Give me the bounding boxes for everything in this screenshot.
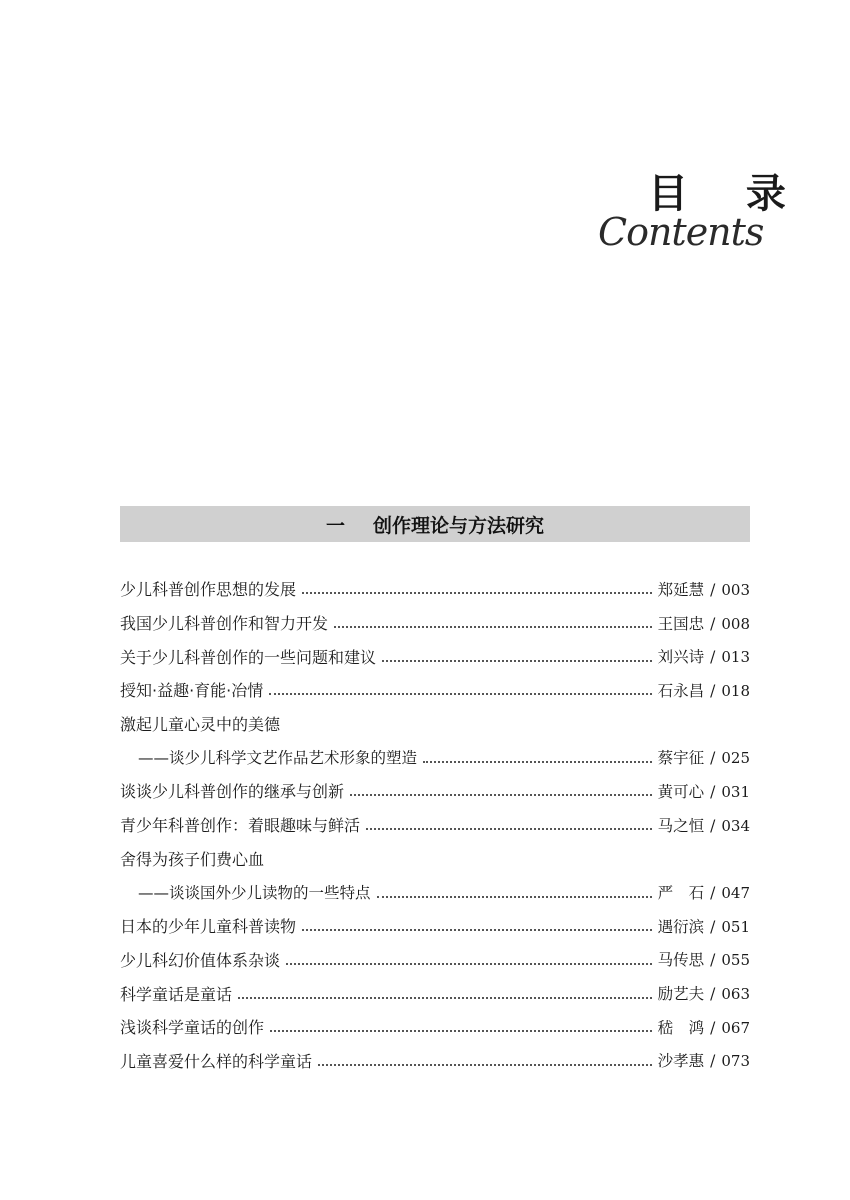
- dot-leader: [334, 625, 652, 628]
- dot-leader: [270, 1029, 652, 1032]
- entry-page: 003: [721, 580, 750, 599]
- entry-title: 少儿科普创作思想的发展: [120, 580, 297, 600]
- entry-title: ——谈少儿科学文艺作品艺术形象的塑造: [138, 749, 418, 768]
- entry-author: 遇衍滨: [657, 917, 705, 936]
- entry-page: 063: [721, 985, 750, 1004]
- entry-page: 051: [721, 917, 750, 936]
- entry-author-page: 马之恒 / 034: [657, 816, 750, 835]
- entry-author-page: 郑延慧 / 003: [657, 580, 750, 599]
- toc-entry[interactable]: [120, 943, 750, 977]
- section-number: 一: [325, 514, 345, 537]
- entry-author-page: 王国忠 / 008: [657, 614, 750, 633]
- entry-page: 034: [721, 816, 750, 835]
- entry-title: 科学童话是童话: [120, 984, 233, 1004]
- toc-entry-heading[interactable]: [120, 707, 750, 741]
- dot-leader: [423, 760, 652, 763]
- entry-author-page: 蔡宇征 / 025: [657, 749, 750, 768]
- toc-entry[interactable]: [120, 673, 750, 707]
- dot-leader: [286, 962, 652, 965]
- dot-leader: [318, 1063, 652, 1066]
- toc-entry[interactable]: [120, 774, 750, 808]
- entry-author-page: 遇衍滨 / 051: [657, 917, 750, 936]
- dot-leader: [238, 996, 652, 999]
- entry-title: 关于少儿科普创作的一些问题和建议: [120, 647, 377, 667]
- toc-entry[interactable]: [120, 976, 750, 1010]
- toc-entry[interactable]: [120, 572, 750, 606]
- entry-author: 王国忠: [657, 614, 705, 633]
- dot-leader: [350, 793, 652, 796]
- toc-list: [120, 572, 750, 1077]
- entry-author: 励艺夫: [657, 985, 705, 1004]
- entry-author: 刘兴诗: [657, 648, 705, 667]
- toc-heading: [590, 170, 808, 260]
- entry-title: 青少年科普创作：着眼趣味与鲜活: [120, 816, 361, 836]
- dot-leader: [302, 928, 652, 931]
- dot-leader: [382, 659, 652, 662]
- entry-author-page: 嵇 鸿 / 067: [657, 1018, 750, 1037]
- toc-entry[interactable]: [120, 606, 750, 640]
- entry-author-page: 沙孝惠 / 073: [657, 1052, 750, 1071]
- entry-author-page: 黄可心 / 031: [657, 782, 750, 801]
- toc-entry-subtitle[interactable]: [120, 740, 750, 774]
- entry-title: 少儿科幻价值体系杂谈: [120, 950, 281, 970]
- dot-leader: [269, 692, 651, 695]
- entry-author-page: 石永昌 / 018: [657, 681, 750, 700]
- section-title: 创作理论与方法研究: [373, 514, 545, 537]
- toc-entry-heading[interactable]: [120, 842, 750, 876]
- entry-page: 013: [721, 648, 750, 667]
- toc-entry[interactable]: [120, 1044, 750, 1078]
- entry-title: 授知·益趣·育能·冶情: [120, 681, 264, 701]
- entry-author: 沙孝惠: [657, 1052, 705, 1071]
- entry-title: 舍得为孩子们费心血: [120, 849, 265, 869]
- entry-title: ——谈谈国外少儿读物的一些特点: [138, 884, 371, 903]
- dot-leader: [377, 895, 652, 898]
- entry-author: 黄可心: [657, 782, 705, 801]
- entry-title: 谈谈少儿科普创作的继承与创新: [120, 782, 345, 802]
- entry-page: 025: [721, 749, 750, 768]
- entry-author: 石永昌: [657, 681, 705, 700]
- entry-title: 儿童喜爱什么样的科学童话: [120, 1051, 313, 1071]
- toc-entry[interactable]: [120, 909, 750, 943]
- entry-author-page: 刘兴诗 / 013: [657, 648, 750, 667]
- entry-author: 严 石: [657, 884, 705, 903]
- entry-title: 激起儿童心灵中的美德: [120, 715, 281, 735]
- entry-page: 067: [721, 1018, 750, 1037]
- section-header: [120, 506, 750, 542]
- entry-page: 031: [721, 782, 750, 801]
- entry-author: 马传思: [657, 951, 705, 970]
- toc-entry[interactable]: [120, 1010, 750, 1044]
- entry-page: 073: [721, 1052, 750, 1071]
- entry-author-page: 马传思 / 055: [657, 951, 750, 970]
- entry-title: 我国少儿科普创作和智力开发: [120, 614, 329, 634]
- entry-author-page: 严 石 / 047: [657, 884, 750, 903]
- dot-leader: [302, 591, 652, 594]
- entry-page: 008: [721, 614, 750, 633]
- toc-entry[interactable]: [120, 808, 750, 842]
- dot-leader: [366, 827, 652, 830]
- entry-page: 047: [721, 884, 750, 903]
- entry-title: 日本的少年儿童科普读物: [120, 917, 297, 937]
- toc-title-english: Contents: [598, 210, 764, 254]
- entry-author: 蔡宇征: [657, 749, 705, 768]
- entry-title: 浅谈科学童话的创作: [120, 1018, 265, 1038]
- toc-entry-subtitle[interactable]: [120, 875, 750, 909]
- entry-author: 郑延慧: [657, 580, 705, 599]
- toc-entry[interactable]: [120, 639, 750, 673]
- entry-author: 马之恒: [657, 816, 705, 835]
- entry-page: 055: [721, 951, 750, 970]
- entry-page: 018: [721, 681, 750, 700]
- toc-title-chinese: 目 录: [648, 170, 808, 217]
- entry-author: 嵇 鸿: [657, 1018, 705, 1037]
- entry-author-page: 励艺夫 / 063: [657, 985, 750, 1004]
